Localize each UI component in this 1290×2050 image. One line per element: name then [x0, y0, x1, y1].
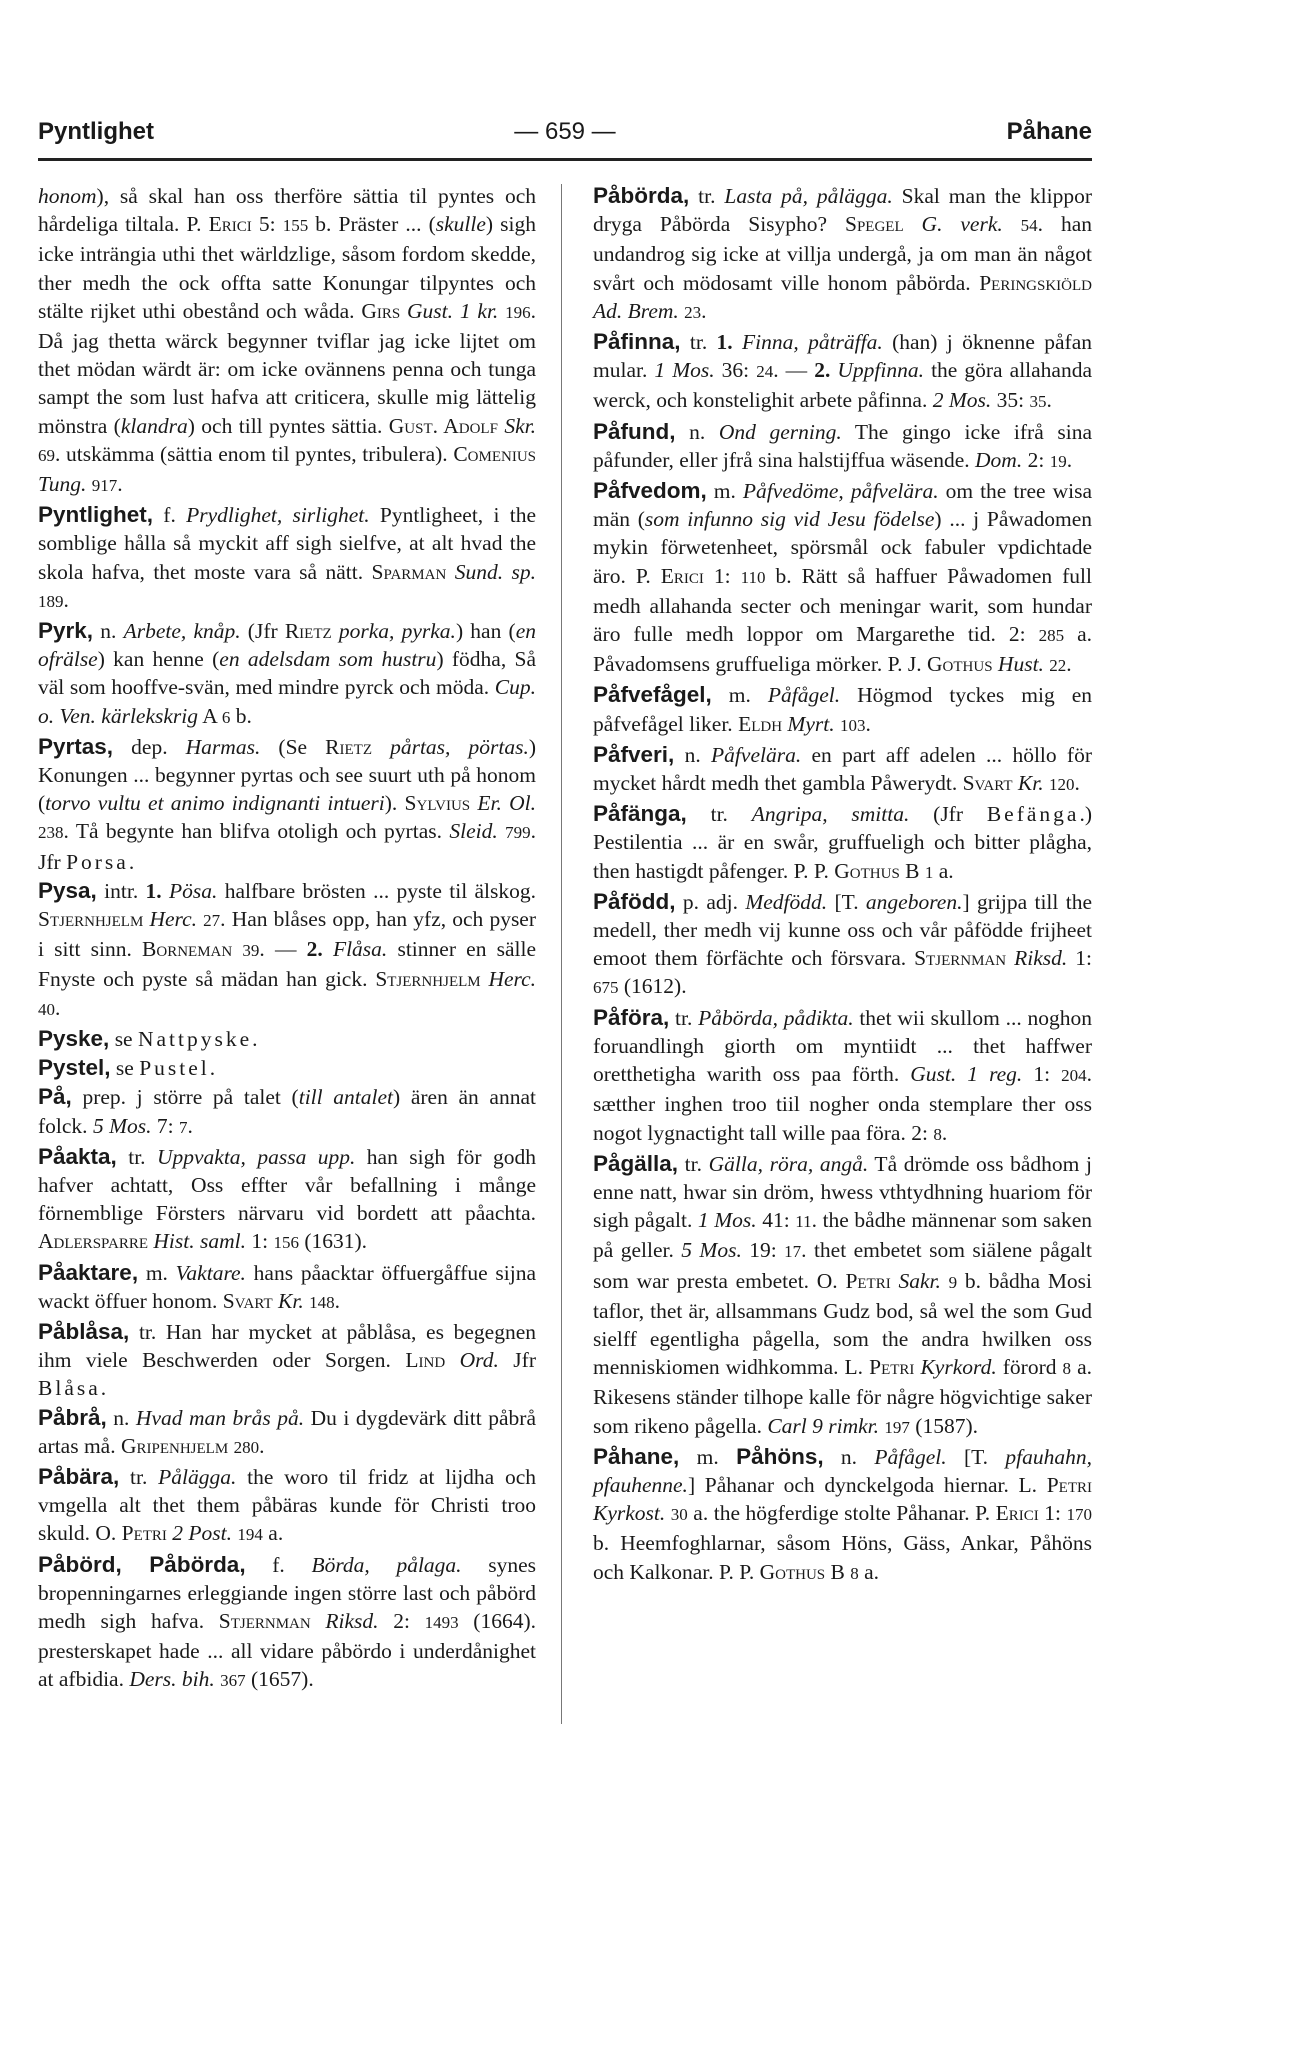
dictionary-entry: Påbrå, n. Hvad man brås på. Du i dygdevärk ditt påbrå artas må. Gripenhjelm 280. [38, 1404, 536, 1458]
header-left-guideword: Pyntlighet [38, 118, 155, 145]
dictionary-entry: Pyrk, n. Arbete, knåp. (Jfr Rietz porka, pyrka.) han (en ofrälse) kan henne (en adelsdam som hustru) födha, Så väl som hooffve-svän, med mindre pyrck och möda. Cup. o. Ven. kärlekskrig A 6 b. [38, 618, 536, 728]
dictionary-entry: Påhane, m. Påhöns, n. Påfågel. [T. pfauhahn, pfauhenne.] Påhanar och dynckelgoda hiernar. L. Petri Kyrkost. 30 a. the högferdige stolte Påhanar. P. Erici 1: 170 b. Heemfoghlarnar, såsom Höns, Gäss, Ankar, Påhöns och Kalkonar. P. P. Gothus B 8 a. [593, 1443, 1093, 1584]
dictionary-entry: Påfund, n. Ond gerning. The gingo icke ifrå sina påfunder, eller jfrå sina halstijffua wäsende. Dom. 2: 19. [593, 418, 1092, 472]
column-divider [561, 184, 562, 1724]
dictionary-entry: Pyntlighet, f. Prydlighet, sirlighet. Pyntligheet, i the somblige hålla så myckit aff sigh sielfve, at alt hvad the skola hafva, thet moste vara så nätt. Sparman Sund. sp. 189. [38, 502, 537, 612]
right-column [593, 182, 1092, 1589]
dictionary-entry: Påakta, tr. Uppvakta, passa upp. han sigh för godh hafver achtatt, Oss effter vår befallning i månge förnemblige Försters närvaru vid bordett att påachta. Adlersparre Hist. saml. 1: 156 (1631). [38, 1143, 536, 1254]
dictionary-entry: Påföra, tr. Påbörda, pådikta. thet wii skullom ... noghon foruandlingh giorth om myntiidt ... thet haffwer oretthetigha warith oss paa förth. Gust. 1 reg. 1: 204. sætther inghen troo tiil nogher onda stemplare ther oss nogot lygnactight tall wille paa föra. 2: 8. [593, 1004, 1092, 1145]
dictionary-entry: Påbära, tr. Pålägga. the woro til fridz at lijdha och vmgella alt thet them påbäras kunde för Christi troo skuld. O. Petri 2 Post. 194 a. [38, 1463, 537, 1546]
dictionary-entry: Pysa, intr. 1. Pösa. halfbare brösten ... pyste til älskog. Stjernhjelm Herc. 27. Han blåses opp, han yfz, och pyser i sitt sinn. Borneman 39. — 2. Flåsa. stinner en sälle Fnyste och pyste så mädan han gick. Stjernhjelm Herc. 40. [38, 877, 537, 1020]
dictionary-entry: Påfödd, p. adj. Medfödd. [T. angeboren.] grijpa till the medell, ther medh vij kunne oss och vår påfödde frijheet emoot them förfächte och försvara. Stjernman Riksd. 1: 675 (1612). [593, 888, 1092, 999]
dictionary-entry: Pystel, se Pustel. [38, 1055, 216, 1081]
header-right-guideword: Påhane [1006, 118, 1092, 145]
dictionary-entry: På, prep. j större på talet (till antalet) ären än annat folck. 5 Mos. 7: 7. [38, 1084, 536, 1138]
dictionary-entry: Påfveri, n. Påfvelära. en part aff adelen ... höllo för mycket hårdt medh thet gambla Påwerydt. Svart Kr. 120. [593, 741, 1093, 796]
dictionary-entry: Pågälla, tr. Gälla, röra, angå. Tå drömde oss bådhom j enne natt, hwar sin dröm, hwess vthtydhning huariom för sigh pågalt. 1 Mos. 41: 11. the bådhe männenar som saken på geller. 5 Mos. 19: 17. thet embetet som siälene pågalt som war presta embetet. O. Petri Sakr. 9 b. bådha Mosi taflor, thet är, allsammans Gudz bod, så wel the som Gud sielff egentligha pågella, som the andra hwilken oss menniskiomen widhkomma. L. Petri Kyrkord. förord 8 a. Rikesens ständer tilhope kalle för någre högvichtige saker som rikeno pågella. Carl 9 rimkr. 197 (1587). [593, 1150, 1093, 1438]
page-number: — 659 — [514, 118, 616, 145]
dictionary-entry: Påfinna, tr. 1. Finna, påträffa. (han) j öknenne påfan mular. 1 Mos. 36: 24. — 2. Uppfinna. the göra allahanda werck, och konstelighit arbete påfinna. 2 Mos. 35: 35. [593, 329, 1093, 413]
dictionary-entry: Pyske, se Nattpyske. [38, 1025, 258, 1051]
dictionary-entry: Påblåsa, tr. Han har mycket at påblåsa, es begegnen ihm viele Beschwerden oder Sorgen. Lind Ord. Jfr Blåsa. [38, 1318, 536, 1401]
dictionary-entry: Påfvedom, m. Påfvedöme, påfvelära. om the tree wisa män (som infunno sig vid Jesu födelse) ... j Påwadomen mykin förwetenheet, spörsmål ock fabuler vpdichtade äro. P. Erici 1: 110 b. Rätt så haffuer Påwadomen full medh allahanda secter och meningar warit, som hundar äro fulle medh loppor om Margarethe tid. 2: 285 a. Påvadomsens gruffueliga mörker. P. J. Gothus Hust. 22. [593, 478, 1093, 677]
dictionary-entry: Pyrtas, dep. Harmas. (Se Rietz pårtas, pörtas.) Konungen ... begynner pyrtas och see suurt uth på honom (torvo vultu et animo indignanti intueri). Sylvius Er. Ol. 238. Tå begynte han blifva otoligh och pyrtas. Sleid. 799. Jfr Porsa. [38, 733, 537, 874]
dictionary-entry: Påaktare, m. Vaktare. hans påacktar öffuergåffue sijna wackt öffuer honom. Svart Kr. 148. [38, 1259, 536, 1313]
page-header [38, 118, 1092, 158]
header-rule [38, 158, 1092, 161]
dictionary-entry: Påfvefågel, m. Påfågel. Högmod tyckes mig en påfvefågel liker. Eldh Myrt. 103. [593, 682, 1092, 736]
dictionary-entry: Påfänga, tr. Angripa, smitta. (Jfr Befänga.) Pestilentia ... är en swår, gruffueligh och bitter plågha, then hastigdt påfenger. P. P. Gothus B 1 a. [593, 801, 1092, 883]
dictionary-entry: Påbörd, Påbörda, f. Börda, pålaga. synes bropenningarnes erleggiande ingen större last och påbörd medh sigh hafva. Stjernman Riksd. 2: 1493 (1664). presterskapet hade ... all vidare påbördo i underdånighet at afbidia. Ders. bih. 367 (1657). [38, 1551, 536, 1692]
dictionary-entry: Påbörda, tr. Lasta på, pålägga. Skal man the klippor dryga Påbörda Sisypho? Spegel G. verk. 54. han undandrog sig icke at villja undergå, ja om man än något svårt och mödosamt ville honom påbörda. Peringskiöld Ad. Brem. 23. [593, 183, 1093, 323]
dictionary-entry: honom), så skal han oss therföre sättia til pyntes och hårdeliga tiltala. P. Erici 5: 155 b. Präster ... (skulle) sigh icke inträngia uthi thet wärldzlige, såsom fordom skedde, ther medh the ock offta satte Konungar tilpyntes och stälte rijket uthi obestånd och wåda. Girs Gust. 1 kr. 196. Då jag thetta wärck begynner tviflar jag icke lijtet om thet mödan wärdt är: om icke ovännens penna och tunga sampt the som lust hafva att criticera, skulle mig lättelig mönstra (klandra) och till pyntes sättia. Gust. Adolf Skr. 69. utskämma (sättia enom til pyntes, tribulera). Comenius Tung. 917. [38, 184, 537, 497]
left-column [38, 182, 536, 1697]
